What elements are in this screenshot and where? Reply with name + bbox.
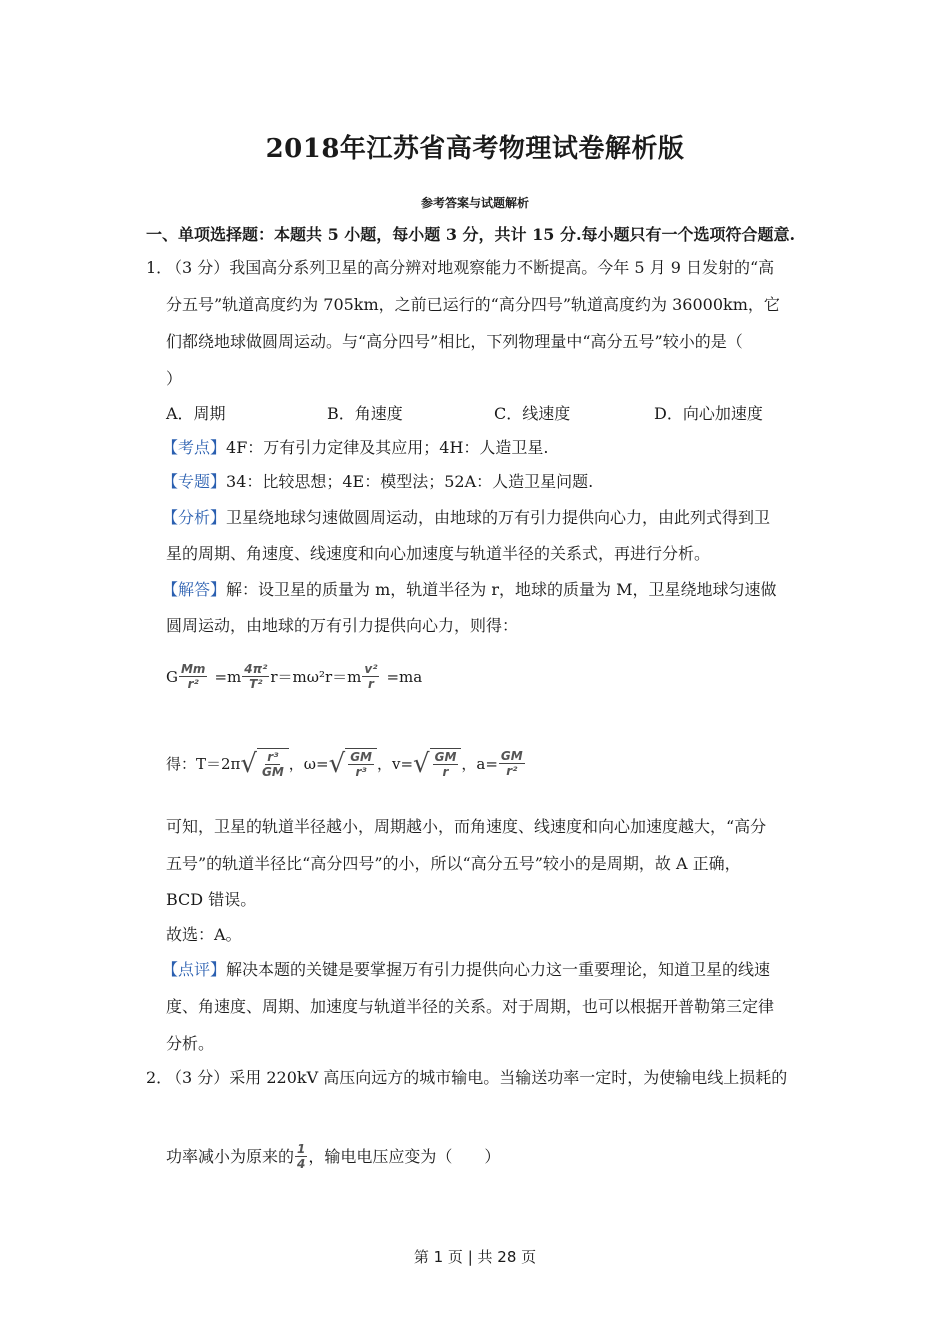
fraction-denominator: r <box>367 677 374 691</box>
kaodian-tag: 【考点】 <box>162 438 227 457</box>
jieda-tag: 【解答】 <box>162 580 227 599</box>
eq-symbol: G <box>166 667 178 686</box>
jieda-text: 圆周运动，由地球的万有引力提供向心力，则得： <box>166 616 519 635</box>
sqrt: √ $\frac{GM}{r}$ <box>413 748 461 779</box>
equation-gravitation <box>166 662 422 691</box>
fraction-numerator: 4π² <box>244 662 268 676</box>
question-text-part: ，输电电压应变为（ ） <box>308 1146 501 1166</box>
zhuanti-line <box>162 472 593 492</box>
question-number: 1． <box>146 258 173 277</box>
conclusion-text: 五号”的轨道半径比“高分四号”的小，所以“高分五号”较小的是周期，故 A 正确， <box>166 854 741 873</box>
eq-text: r＝mω²r＝m <box>270 668 362 686</box>
fraction-denominator: r² <box>187 677 199 691</box>
kaodian-line <box>162 438 549 458</box>
question-text: 们都绕地球做圆周运动。与“高分四号”相比，下列物理量中“高分五号”较小的是（ <box>166 332 743 351</box>
fraction-denominator: r <box>442 765 449 779</box>
zhuanti-text: 34：比较思想；4E：模型法；52A：人造卫星问题. <box>226 472 594 491</box>
question-text-part: 功率减小为原来的 <box>166 1146 295 1166</box>
dianping-tag: 【点评】 <box>162 960 227 979</box>
fraction-numerator: Mm <box>180 662 206 676</box>
sqrt: √ $\frac{\text{r³}}{GM}$ <box>240 748 288 779</box>
option-b: B．角速度 <box>327 404 403 423</box>
question-text <box>166 1142 500 1171</box>
fraction <box>499 749 525 778</box>
conclusion-text: 可知，卫星的轨道半径越小，周期越小，而角速度、线速度和向心加速度越大，“高分 <box>166 817 767 836</box>
section-heading: 一、单项选择题：本题共 5 小题，每小题 3 分，共计 15 分.每小题只有一个选项符合题意. <box>146 225 796 244</box>
page-subtitle: 参考答案与试题解析 <box>420 196 529 210</box>
fraction-numerator: 1 <box>297 1142 306 1156</box>
answer-choice: 故选：A。 <box>166 925 242 944</box>
dianping-text: 分析。 <box>166 1034 215 1053</box>
eq-text: 得：T＝2π <box>166 755 241 773</box>
zhuanti-tag: 【专题】 <box>162 472 227 491</box>
fraction <box>242 662 269 691</box>
fraction-numerator: GM <box>350 750 372 764</box>
fraction-numerator: GM <box>434 750 457 764</box>
sqrt: √ $\frac{GM}{\text{r³}}$ <box>329 748 377 779</box>
fraction <box>348 750 374 779</box>
equation-results <box>166 748 526 779</box>
fenxi-line <box>162 508 770 528</box>
dianping-line <box>162 960 770 980</box>
fraction <box>295 1142 307 1171</box>
option-d: D．向心加速度 <box>654 404 763 423</box>
fraction <box>179 662 207 691</box>
jieda-line <box>162 580 776 600</box>
fraction <box>260 750 286 779</box>
question-text: （3 分）我国高分系列卫星的高分辨对地观察能力不断提高。今年 5 月 9 日发射的“高 <box>166 258 775 277</box>
dianping-text: 度、角速度、周期、加速度与轨道半径的关系。对于周期，也可以根据开普勒第三定律 <box>166 997 775 1016</box>
question-text: 分五号”轨道高度约为 705km，之前已运行的“高分四号”轨道高度约为 36000km，它 <box>166 295 780 314</box>
kaodian-text: 4F：万有引力定律及其应用；4H：人造卫星. <box>226 438 549 457</box>
fraction-denominator: 4 <box>297 1157 306 1171</box>
fenxi-tag: 【分析】 <box>162 508 227 527</box>
page-title: 2018年江苏省高考物理试卷解析版 <box>265 134 685 164</box>
fraction <box>433 750 459 779</box>
conclusion-text: BCD 错误。 <box>166 890 257 909</box>
option-c: C．线速度 <box>494 404 571 423</box>
eq-text: ，ω= <box>288 755 329 773</box>
jieda-text: 解：设卫星的质量为 m，轨道半径为 r，地球的质量为 M，卫星绕地球匀速做 <box>226 580 777 599</box>
fraction-denominator: r³ <box>355 765 367 779</box>
fraction-denominator: T² <box>249 677 263 691</box>
fraction-numerator: GM <box>500 749 523 763</box>
fraction-denominator: r² <box>506 764 518 778</box>
fenxi-text: 卫星绕地球匀速做圆周运动，由地球的万有引力提供向心力，由此列式得到卫 <box>226 508 771 527</box>
option-a: A．周期 <box>166 404 226 423</box>
fraction <box>362 662 379 691</box>
page-footer: 第 1 页 | 共 28 页 <box>413 1248 537 1266</box>
dianping-text: 解决本题的关键是要掌握万有引力提供向心力这一重要理论，知道卫星的线速 <box>226 960 771 979</box>
question-text: ） <box>166 369 183 388</box>
eq-text: ，a= <box>461 755 498 773</box>
question-text: （3 分）采用 220kV 高压向远方的城市输电。当输送功率一定时，为使输电线上损耗的 <box>166 1068 788 1087</box>
fenxi-text: 星的周期、角速度、线速度和向心加速度与轨道半径的关系式，再进行分析。 <box>166 544 711 563</box>
eq-text: ，v= <box>376 755 414 773</box>
fraction-numerator: v² <box>364 662 378 676</box>
question-number: 2． <box>146 1068 173 1087</box>
fraction-numerator: r³ <box>267 750 279 764</box>
eq-text: =m <box>214 667 242 686</box>
fraction-denominator: GM <box>262 765 284 779</box>
eq-text: =ma <box>386 667 423 686</box>
